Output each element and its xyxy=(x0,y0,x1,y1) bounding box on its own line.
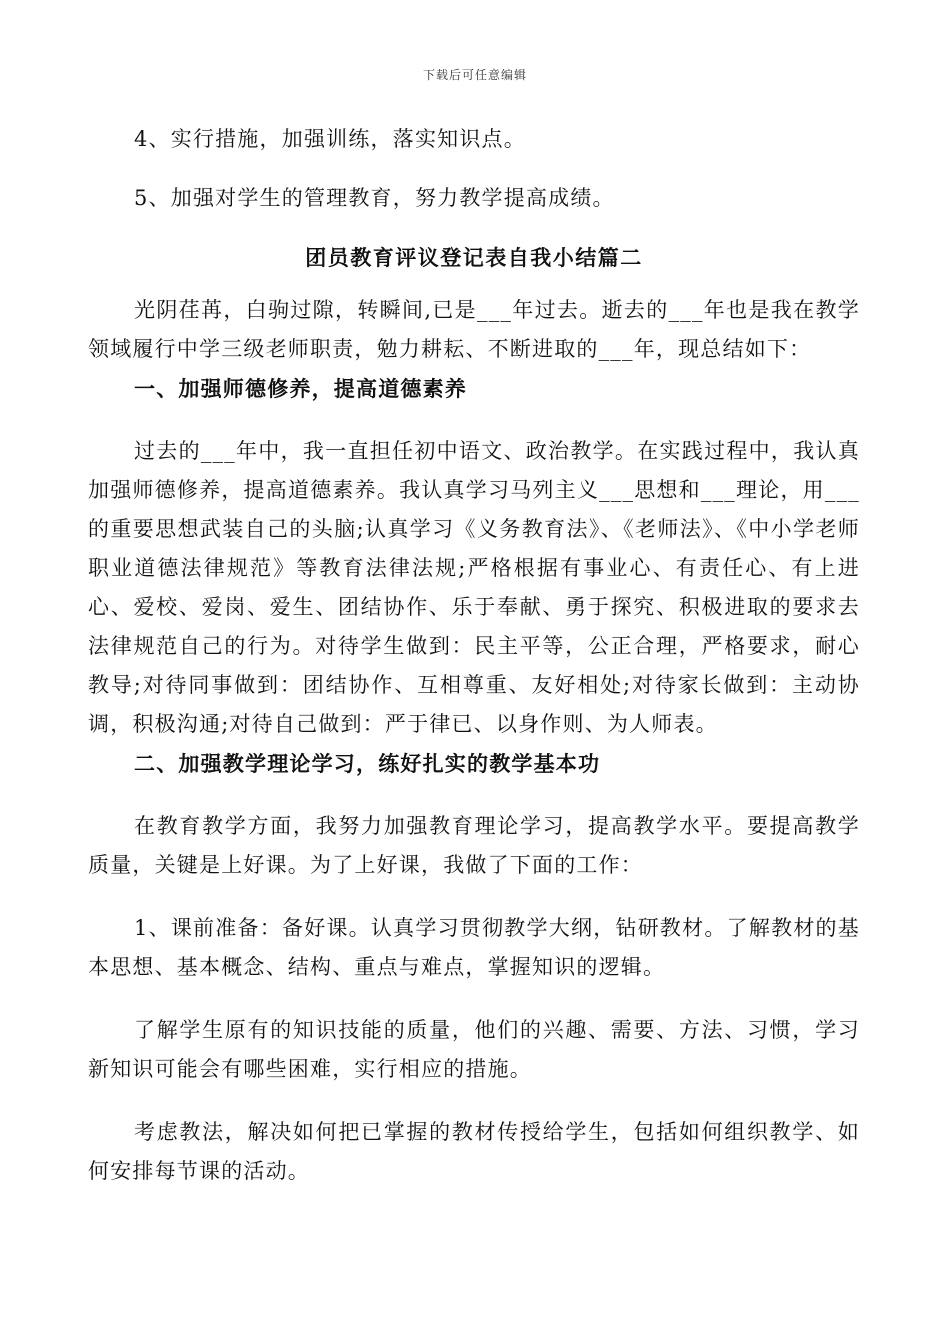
section-2-paragraph-2: 1、课前准备：备好课。认真学习贯彻教学大纲，钻研教材。了解教材的基本思想、基本概念、结构、重点与难点，掌握知识的逻辑。 xyxy=(88,916,860,979)
section-2-paragraph-4: 考虑教法，解决如何把已掌握的教材传授给学生，包括如何组织教学、如何安排每节课的活动。 xyxy=(88,1120,860,1183)
document-body xyxy=(88,120,860,1191)
list-item-5: 5、加强对学生的管理教育，努力教学提高成绩。 xyxy=(134,186,615,210)
section-2-paragraph-1: 在教育教学方面，我努力加强教育理论学习，提高教学水平。要提高教学质量，关键是上好课。为了上好课，我做了下面的工作： xyxy=(88,814,860,877)
section-heading-1: 一、加强师德修养，提高道德素养 xyxy=(134,376,467,401)
section-heading-2: 二、加强教学理论学习，练好扎实的教学基本功 xyxy=(134,751,601,776)
section-2-paragraph-3: 了解学生原有的知识技能的质量，他们的兴趣、需要、方法、习惯，学习新知识可能会有哪些困难，实行相应的措施。 xyxy=(88,1018,860,1081)
list-item-4: 4、实行措施，加强训练，落实知识点。 xyxy=(134,127,526,151)
section-1-paragraph: 过去的___年中，我一直担任初中语文、政治教学。在实践过程中，我认真加强师德修养，提高道德素养。我认真学习马列主义___思想和___理论，用___的重要思想武装自己的头脑;认真学习《义务教育法》、《老师法》、《中小学老师职业道德法律规范》等教育法律法规;严格根据有事业心、有责任心、有上进心、爱校、爱岗、爱生、团结协作、乐于奉献、勇于探究、积极进取的要求去法律规范自己的行为。对待学生做到：民主平等，公正合理，严格要求，耐心教导;对待同事做到：团结协作、互相尊重、友好相处;对待家长做到：主动协调，积极沟通;对待自己做到：严于律已、以身作则、为人师表。 xyxy=(88,439,860,736)
document-title: 团员教育评议登记表自我小结篇二 xyxy=(305,245,643,270)
page-header: 下载后可任意编辑 xyxy=(422,68,527,82)
intro-paragraph: 光阴荏苒，白驹过隙，转瞬间,已是___年过去。逝去的___年也是我在教学领域履行中学三级老师职责，勉力耕耘、不断进取的___年，现总结如下： xyxy=(88,298,860,361)
